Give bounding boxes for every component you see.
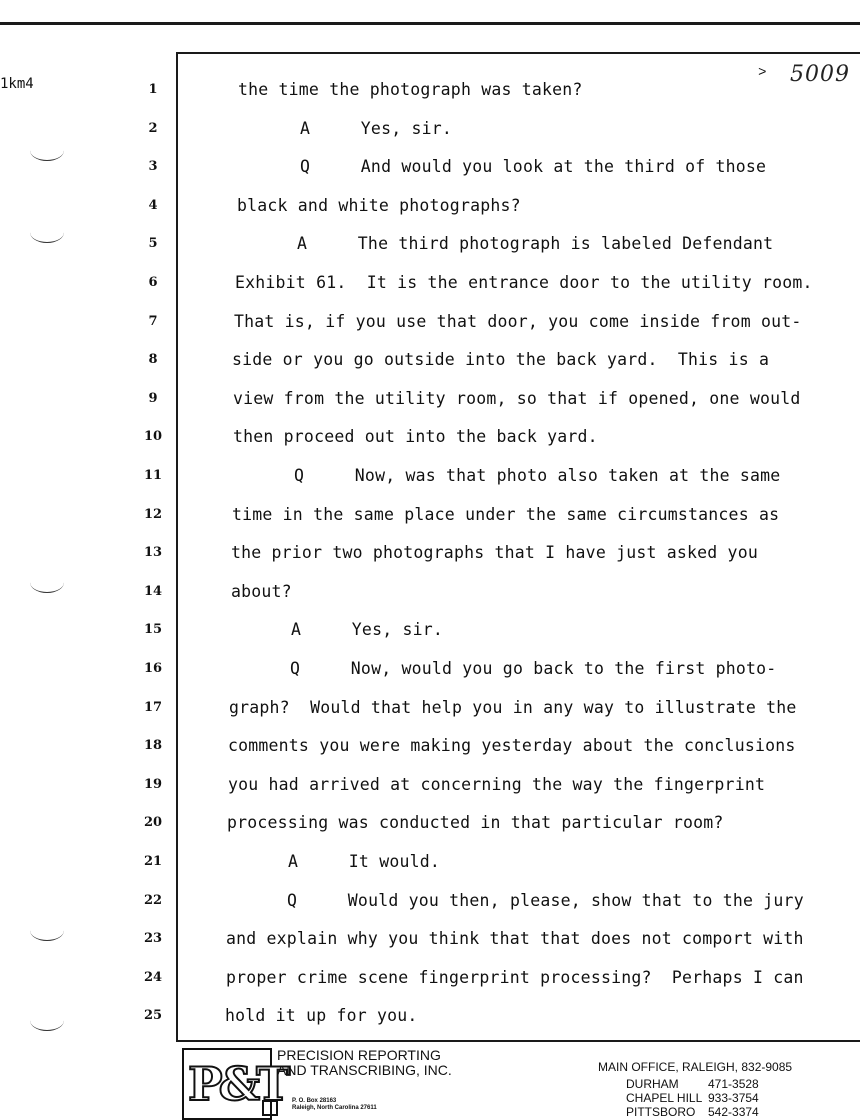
- transcript-line: about?: [231, 581, 292, 601]
- transcript-line: Q And would you look at the third of those: [300, 157, 767, 177]
- binder-hole-mark: [30, 140, 64, 161]
- line-number: 22: [143, 892, 163, 908]
- branch-office: [626, 1091, 759, 1105]
- logo-square-mark: [262, 1100, 278, 1116]
- tick-mark: ˃: [758, 64, 767, 80]
- transcript-line: Q Now, would you go back to the first photo-: [290, 659, 777, 678]
- line-number: 4: [148, 197, 158, 213]
- line-number: 9: [148, 390, 158, 406]
- transcript-line: Q Would you then, please, show that to the jury: [287, 890, 804, 910]
- company-line-2: AND TRANSCRIBING, INC.: [277, 1062, 452, 1078]
- transcript-line: and explain why you think that that does not comport with: [226, 929, 804, 949]
- line-number: 12: [143, 506, 163, 522]
- line-number: 18: [143, 738, 163, 754]
- line-number: 14: [143, 583, 163, 599]
- transcript-line: Q Now, was that photo also taken at the same: [294, 466, 781, 485]
- branch-city: CHAPEL HILL: [626, 1091, 703, 1105]
- top-rule: [0, 22, 860, 25]
- binder-hole-mark: [30, 222, 64, 243]
- frame-bottom-rule: [176, 1040, 860, 1042]
- transcript-line: A The third photograph is labeled Defendant: [297, 234, 774, 254]
- line-number: 23: [143, 931, 163, 947]
- line-number: 19: [143, 776, 163, 792]
- transcript-line: Exhibit 61. It is the entrance door to the utility room.: [235, 273, 813, 292]
- branch-city: PITTSBORO: [626, 1105, 696, 1119]
- transcript-line: the prior two photographs that I have just asked you: [231, 543, 758, 563]
- transcript-line: A It would.: [288, 852, 441, 871]
- line-number: 21: [143, 854, 163, 869]
- line-number: 24: [143, 969, 163, 985]
- address-line-2: Raleigh, North Carolina 27611: [292, 1105, 377, 1111]
- line-number: 17: [143, 699, 163, 715]
- branch-phone: 542-3374: [708, 1105, 759, 1119]
- transcript-line: you had arrived at concerning the way the fingerprint: [228, 774, 766, 794]
- binder-hole-mark: [30, 1010, 64, 1031]
- line-number: 3: [148, 159, 158, 175]
- company-logo: [182, 1048, 287, 1120]
- transcript-line: the time the photograph was taken?: [238, 80, 583, 99]
- branch-office: [626, 1077, 759, 1091]
- line-number: 5: [148, 236, 158, 252]
- branch-office: [626, 1105, 759, 1119]
- branch-phone: 933-3754: [708, 1091, 759, 1105]
- transcript-line: view from the utility room, so that if opened, one would: [233, 388, 801, 408]
- line-number: 1: [148, 82, 158, 97]
- transcript-line: then proceed out into the back yard.: [233, 427, 598, 447]
- transcript-line: comments you were making yesterday about the conclusions: [228, 736, 796, 756]
- transcript-line: black and white photographs?: [237, 195, 521, 215]
- margin-code: 1km4: [0, 76, 34, 92]
- binder-hole-mark: [30, 920, 64, 941]
- frame-top-rule: [176, 52, 860, 54]
- transcript-line: A Yes, sir.: [300, 118, 453, 138]
- line-number: 15: [143, 622, 163, 638]
- line-number: 11: [143, 468, 163, 483]
- company-address: [292, 1098, 377, 1112]
- line-number: 7: [148, 313, 158, 329]
- line-number: 2: [148, 120, 158, 136]
- transcript-line: processing was conducted in that particular room?: [227, 813, 724, 833]
- branch-city: DURHAM: [626, 1077, 679, 1091]
- frame-left-rule: [176, 52, 178, 1042]
- line-number: 16: [143, 661, 163, 676]
- transcript-line: time in the same place under the same circumstances as: [232, 504, 780, 524]
- line-number: 25: [143, 1008, 163, 1024]
- logo-lettering: P&T: [188, 1057, 287, 1111]
- line-number: 8: [148, 352, 158, 368]
- line-number: 13: [143, 545, 163, 561]
- line-number: 20: [143, 815, 163, 831]
- transcript-line: A Yes, sir.: [291, 620, 444, 640]
- line-number: 10: [143, 429, 163, 445]
- address-line-1: P. O. Box 28163: [292, 1098, 337, 1104]
- company-line-1: PRECISION REPORTING: [277, 1047, 441, 1063]
- main-office: MAIN OFFICE, RALEIGH, 832-9085: [598, 1060, 793, 1074]
- transcript-line: proper crime scene fingerprint processing? Perhaps I can: [226, 967, 804, 987]
- page-number: 5009: [790, 62, 850, 87]
- transcript-line: graph? Would that help you in any way to illustrate the: [229, 697, 797, 717]
- transcript-line: side or you go outside into the back yard. This is a: [232, 350, 770, 370]
- binder-hole-mark: [30, 572, 64, 593]
- branch-phone: 471-3528: [708, 1077, 759, 1091]
- transcript-line: That is, if you use that door, you come inside from out-: [234, 311, 802, 331]
- transcript-line: hold it up for you.: [225, 1006, 418, 1026]
- line-number: 6: [148, 275, 158, 290]
- company-name: [277, 1048, 452, 1078]
